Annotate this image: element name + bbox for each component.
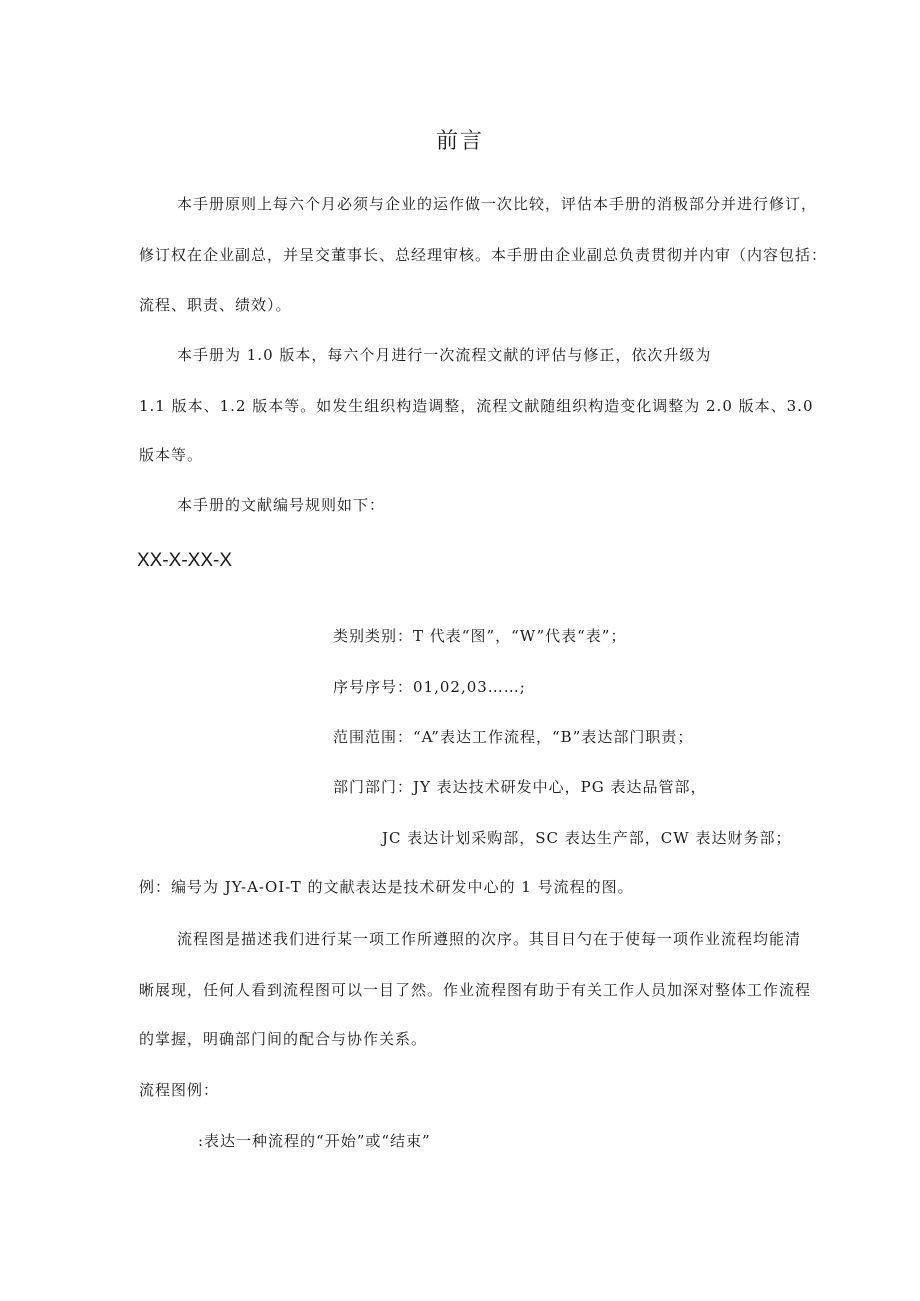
para3-line1: 流程图是描述我们进行某一项工作所遵照的次序。其目日勺在于使每一项作业流程均能清 xyxy=(177,930,802,948)
rule-department-cont: JC 表达计划采购部，SC 表达生产部，CW 表达财务部； xyxy=(382,829,792,847)
para2-line1: 本手册为 1.0 版本，每六个月进行一次流程文献的评估与修正，依次升级为 xyxy=(177,346,712,364)
rule-sequence: 序号序号：01,02,03……; xyxy=(333,678,526,696)
code-format: XX-X-XX-X xyxy=(137,550,233,571)
legend-title: 流程图例： xyxy=(139,1081,220,1099)
page-title: 前言 xyxy=(435,129,484,154)
rule-category: 类别类别：T 代表“图”，“W”代表“表”； xyxy=(333,627,627,645)
rule-department: 部门部门：JY 表达技术研发中心，PG 表达品管部， xyxy=(333,778,707,796)
para1-line3: 流程、职责、绩效）。 xyxy=(139,296,292,314)
para3-line2: 晰展现，任何人看到流程图可以一目了然。作业流程图有助于有关工作人员加深对整体工作流程 xyxy=(139,981,812,999)
rule-scope: 范围范围：“A”表达工作流程，“B”表达部门职责； xyxy=(333,728,694,746)
para1-line2: 修订权在企业副总，并呈交董事长、总经理审核。本手册由企业副总负责贯彻并内审（内容包括： xyxy=(139,246,828,264)
legend-start-end: :表达一种流程的“开始”或“结束” xyxy=(198,1132,431,1150)
para2-line2: 1.1 版本、1.2 版本等。如发生组织构造调整，流程文献随组织构造变化调整为 2.0 版本、3.0 xyxy=(139,397,814,415)
example-line: 例：编号为 JY-A-OI-T 的文献表达是技术研发中心的 1 号流程的图。 xyxy=(139,878,634,896)
para3-line3: 的掌握，明确部门间的配合与协作关系。 xyxy=(139,1030,428,1048)
para2-line3: 版本等。 xyxy=(139,446,204,464)
para1-line1: 本手册原则上每六个月必须与企业的运作做一次比较，评估本手册的消极部分并进行修订， xyxy=(177,195,818,213)
rule-intro: 本手册的文献编号规则如下： xyxy=(177,496,386,514)
